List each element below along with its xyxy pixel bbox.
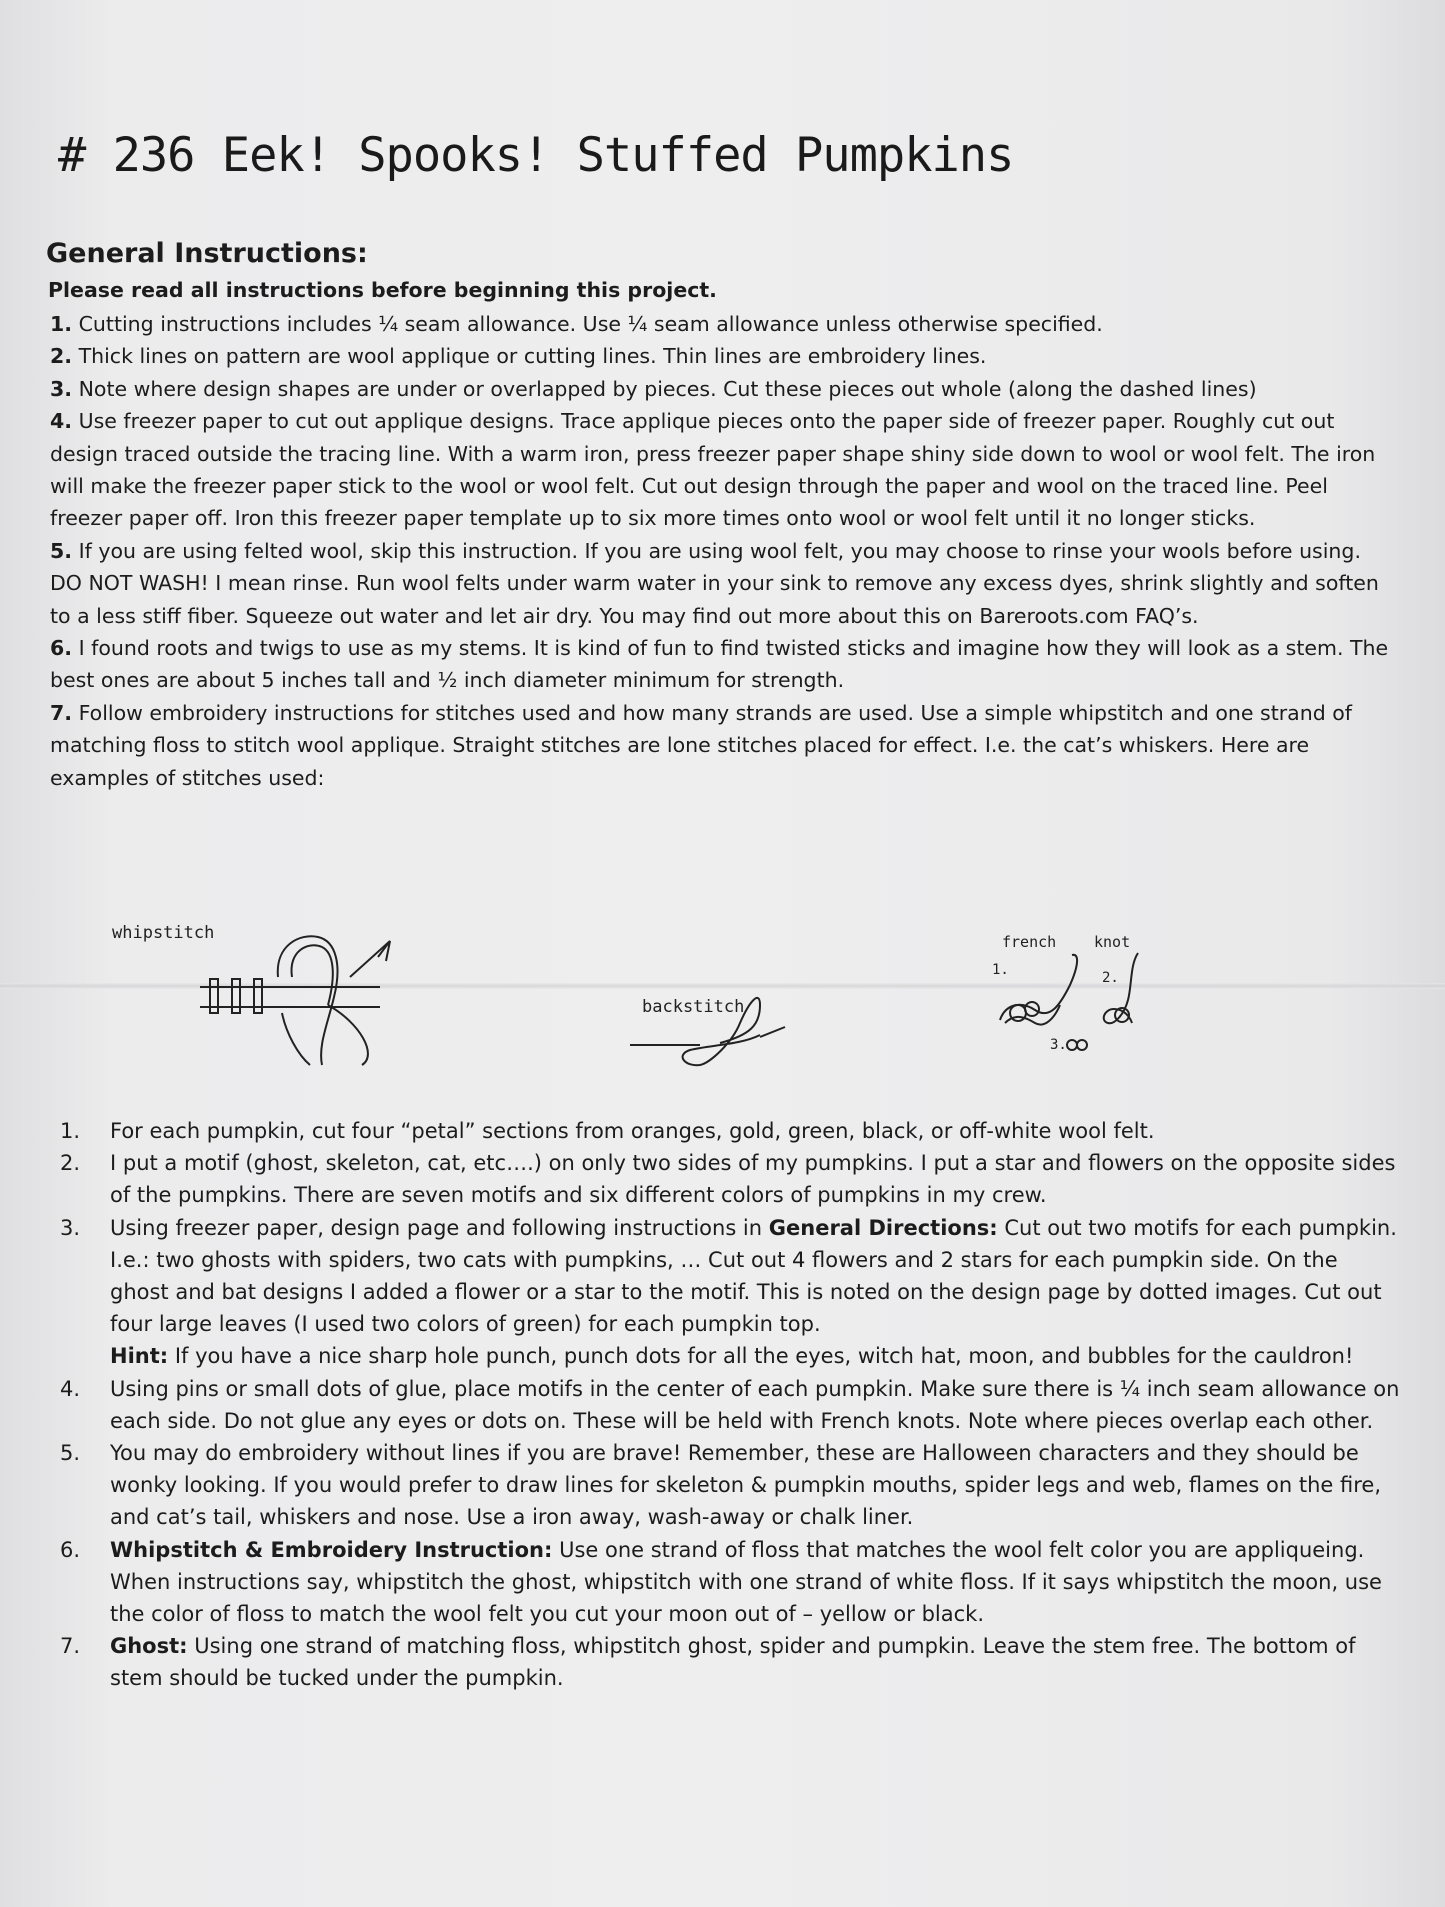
list-item: 1. Cutting instructions includes ¼ seam allowance. Use ¼ seam allowance unless otherwise specified. bbox=[50, 312, 1103, 336]
french-label: french bbox=[1002, 933, 1057, 951]
list-item: 3. Note where design shapes are under or overlapped by pieces. Cut these pieces out whole (along the dashed lines) bbox=[50, 376, 1257, 401]
stitch-illustrations bbox=[60, 905, 1420, 1085]
backstitch-illustration bbox=[630, 998, 785, 1065]
list-item: 5. If you are using felted wool, skip this instruction. If you are using wool felt, you may choose to rinse your wools before using. DO NOT WASH! I mean rinse. Run wool felts under warm water in your sink to remove any excess dyes, shrink slightly and soften to a less stiff fiber. Squeeze out water and let air dry. You may find out more about this on Bareroots.com FAQ’s. bbox=[50, 538, 1379, 628]
french-knot-step-2: 2. bbox=[1102, 970, 1119, 986]
assembly-steps bbox=[60, 1115, 1400, 1695]
page-title: # 236 Eek! Spooks! Stuffed Pumpkins bbox=[58, 128, 1014, 183]
french-knot-step-1: 1. bbox=[992, 962, 1009, 978]
french-knot-step-3: 3. bbox=[1050, 1037, 1067, 1053]
whipstitch-label: whipstitch bbox=[112, 923, 215, 943]
general-instructions-subheading: Please read all instructions before beginning this project. bbox=[48, 278, 717, 302]
list-item: 4. Using pins or small dots of glue, place motifs in the center of each pumpkin. Make sure there is ¼ inch seam allowance on each side. Do not glue any eyes or dots on. These will be held with French knots. Note where pieces overlap each other. bbox=[60, 1376, 1400, 1433]
list-item: 6. I found roots and twigs to use as my stems. It is kind of fun to find twisted sticks and imagine how they will look as a stem. The best ones are about 5 inches tall and ½ inch diameter minimum for strength. bbox=[50, 636, 1389, 693]
list-item: 2. Thick lines on pattern are wool applique or cutting lines. Thin lines are embroidery lines. bbox=[50, 344, 987, 369]
list-item: 2. I put a motif (ghost, skeleton, cat, etc….) on only two sides of my pumpkins. I put a star and flowers on the opposite sides of the pumpkins. There are seven motifs and six different colors of pumpkins in my crew. bbox=[60, 1151, 1396, 1208]
knot-label: knot bbox=[1094, 933, 1131, 951]
list-item: 7. Ghost: Using one strand of matching floss, whipstitch ghost, spider and pumpkin. Leave the stem free. The bottom of stem should be tucked under the pumpkin. bbox=[60, 1634, 1356, 1691]
backstitch-label: backstitch bbox=[642, 997, 745, 1017]
general-instructions-list bbox=[50, 308, 1395, 794]
french-knot-illustration bbox=[1000, 953, 1138, 1050]
list-item: 6. Whipstitch & Embroidery Instruction: Use one strand of floss that matches the wool felt color you are appliqueing. When instructions say, whipstitch the ghost, whipstitch with one strand of white floss. If it says whipstitch the moon, use the color of floss to match the wool felt you cut your moon out of – yellow or black. bbox=[60, 1537, 1382, 1627]
list-item: 3. Using freezer paper, design page and following instructions in General Directions: Cut out two motifs for each pumpkin. I.e.: two ghosts with spiders, two cats with pumpkins, … Cut out 4 flowers and 2 stars for each pumpkin side. On the ghost and bat designs I added a flower or a star to the motif. This is noted on the design page by dotted images. Cut out four large leaves (I used two colors of green) for each pumpkin top. Hint: If you have a nice sharp hole punch, punch dots for all the eyes, witch hat, moon, and bubbles for the cauldron! bbox=[60, 1212, 1400, 1373]
list-item: 4. Use freezer paper to cut out applique designs. Trace applique pieces onto the paper side of freezer paper. Roughly cut out design traced outside the tracing line. With a warm iron, press freezer paper shape shiny side down to wool or wool felt. The iron will make the freezer paper stick to the wool or wool felt. Cut out design through the paper and wool on the traced line. Peel freezer paper off. Iron this freezer paper template up to six more times onto wool or wool felt until it no longer sticks. bbox=[50, 409, 1376, 531]
list-item: 1. For each pumpkin, cut four “petal” sections from oranges, gold, green, black, or off-white wool felt. bbox=[60, 1119, 1155, 1143]
hint-note: Hint: If you have a nice sharp hole punch, punch dots for all the eyes, witch hat, moon, and bubbles for the cauldron! bbox=[110, 1344, 1354, 1369]
list-item: 7. Follow embroidery instructions for stitches used and how many strands are used. Use a simple whipstitch and one strand of matching floss to stitch wool applique. Straight stitches are lone stitches placed for effect. I.e. the cat’s whiskers. Here are examples of stitches used: bbox=[50, 700, 1353, 790]
general-instructions-heading: General Instructions: bbox=[46, 238, 368, 269]
stitch-diagram bbox=[60, 905, 1420, 1085]
whipstitch-illustration bbox=[200, 936, 390, 1065]
list-item: 5. You may do embroidery without lines if you are brave! Remember, these are Halloween characters and they should be wonky looking. If you would prefer to draw lines for skeleton & pumpkin mouths, spider legs and web, flames on the fire, and cat’s tail, whiskers and nose. Use a iron away, wash-away or chalk liner. bbox=[60, 1441, 1381, 1530]
